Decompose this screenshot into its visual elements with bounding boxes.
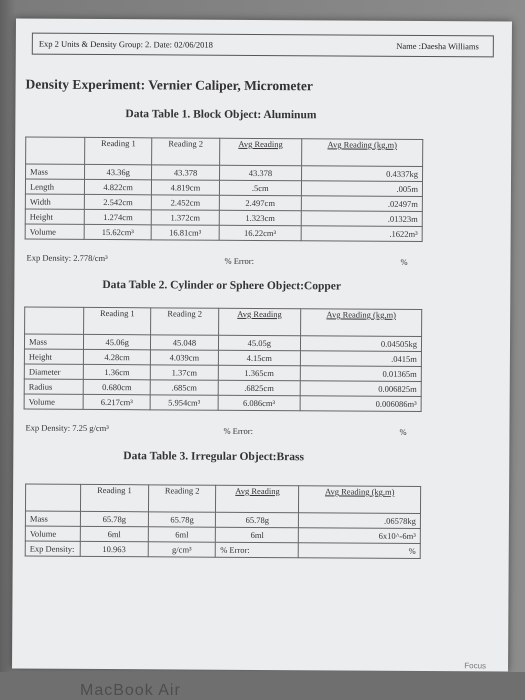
cell: 5.954cm³ [150, 395, 217, 410]
table3-header-empty [25, 484, 80, 511]
cell: 2.497cm [219, 195, 301, 211]
row-label: Mass [25, 511, 80, 526]
table1-error-label: % Error: [224, 255, 255, 266]
laptop-bezel [0, 672, 525, 700]
table3-header-avg: Avg Reading [216, 485, 299, 513]
cell: 65.78g [216, 512, 299, 528]
cell: 0.680cm [83, 379, 150, 394]
cell: 4.822cm [84, 179, 151, 194]
row-label: Width [25, 194, 84, 209]
cell: .685cm [151, 380, 218, 395]
header-info: Exp 2 Units & Density Group: 2. Date: 02/06/2018 [38, 38, 213, 50]
table2-density: Exp Density: 7.25 g/cm³ [25, 422, 109, 434]
table2-header-avg-kgm: Avg Reading (kg,m) [301, 309, 422, 337]
cell: 6.217cm³ [83, 394, 150, 409]
cell: 0.006825m [300, 381, 421, 397]
table1 [25, 137, 424, 242]
cell: 43.36g [85, 164, 152, 179]
row-label: Mass [26, 164, 85, 179]
table-row [25, 541, 420, 558]
document-page [12, 18, 512, 671]
table3-header-reading2: Reading 2 [148, 485, 216, 512]
laptop-label: MacBook Air [80, 682, 181, 699]
cell: .02497m [301, 196, 422, 212]
cell: 0.006086m³ [300, 396, 421, 412]
student-name: Name :Daesha Williams [396, 40, 479, 52]
cell: 4.039cm [151, 350, 218, 365]
row-label: Diameter [24, 364, 83, 379]
row-label: Volume [25, 526, 80, 541]
row-label: Height [24, 349, 83, 364]
cell: .005m [301, 181, 422, 197]
row-label: Volume [25, 224, 84, 239]
table1-header-avg: Avg Reading [219, 138, 302, 166]
table3-error-value: % [299, 543, 421, 559]
table3 [25, 484, 421, 559]
cell: 6ml [148, 527, 216, 542]
cell: 16.22cm³ [219, 225, 301, 241]
cell: 6.086cm³ [218, 395, 300, 411]
row-label: Length [25, 179, 84, 194]
row-label: Volume [24, 394, 83, 409]
table2-header-reading2: Reading 2 [151, 308, 218, 335]
cell: 16.81cm³ [151, 225, 218, 240]
table2-error-value: % [399, 426, 407, 437]
cell: 1.323cm [219, 210, 301, 226]
cell: 6ml [80, 526, 148, 541]
table1-density: Exp Density: 2.778/cm³ [26, 252, 108, 264]
table1-header-reading2: Reading 2 [152, 138, 219, 165]
table1-caption: Data Table 1. Block Object: Aluminum [125, 108, 317, 122]
cell: 1.37cm [151, 365, 218, 380]
cell: .5cm [219, 180, 301, 196]
cell: 0.04505kg [300, 336, 421, 352]
table1-header-avg-kgm: Avg Reading (kg,m) [302, 139, 423, 167]
cell: 4.28cm [83, 349, 150, 364]
focus-label: Focus [464, 661, 487, 671]
cell: 1.365cm [218, 365, 300, 381]
cell: .01323m [301, 211, 422, 227]
cell: 45.06g [83, 334, 150, 349]
cell: 45.05g [218, 335, 300, 351]
density-unit: g/cm³ [148, 542, 216, 557]
table-row [25, 224, 422, 241]
cell: 1.372cm [152, 210, 219, 225]
table3-caption: Data Table 3. Irregular Object:Brass [123, 450, 305, 464]
table2 [24, 307, 423, 412]
table1-header-empty [26, 137, 85, 164]
cell: 6x10^-6m³ [299, 528, 421, 544]
row-label: Radius [24, 379, 83, 394]
cell: 65.78g [80, 511, 148, 526]
cell: .06578kg [299, 513, 421, 529]
cell: 2.452cm [152, 195, 219, 210]
cell: 1.274cm [84, 209, 151, 224]
density-label: Exp Density: [25, 541, 80, 556]
header-box [32, 33, 494, 58]
table2-caption: Data Table 2. Cylinder or Sphere Object:Copper [102, 279, 342, 293]
table2-error-label: % Error: [223, 425, 254, 436]
cell: 43.378 [152, 165, 219, 180]
cell: 4.819cm [152, 180, 219, 195]
table2-header-reading1: Reading 1 [84, 307, 151, 334]
cell: 0.01365m [300, 366, 421, 382]
table2-header-empty [25, 307, 84, 334]
cell: .6825cm [218, 380, 300, 396]
table2-header-avg: Avg Reading [218, 308, 301, 336]
cell: 45.048 [151, 335, 218, 350]
page-title: Density Experiment: Vernier Caliper, Micrometer [25, 76, 313, 94]
table-row [24, 394, 421, 411]
cell: 4.15cm [218, 350, 300, 366]
table3-error-label: % Error: [216, 542, 299, 558]
cell: 2.542cm [84, 194, 151, 209]
cell: .1622m³ [301, 226, 422, 242]
cell: 43.378 [219, 165, 301, 181]
table3-header-avg-kgm: Avg Reading (kg,m) [299, 486, 421, 514]
density-value: 10.963 [80, 541, 148, 556]
row-label: Height [25, 209, 84, 224]
row-label: Mass [24, 334, 83, 349]
cell: 6ml [216, 527, 299, 543]
cell: 15.62cm³ [84, 224, 151, 239]
table1-header-reading1: Reading 1 [85, 137, 152, 164]
table3-header-reading1: Reading 1 [80, 484, 148, 511]
cell: 65.78g [148, 512, 216, 527]
table1-error-value: % [400, 256, 408, 267]
cell: 1.36cm [83, 364, 150, 379]
cell: 0.4337kg [302, 166, 423, 182]
cell: .0415m [300, 351, 421, 367]
